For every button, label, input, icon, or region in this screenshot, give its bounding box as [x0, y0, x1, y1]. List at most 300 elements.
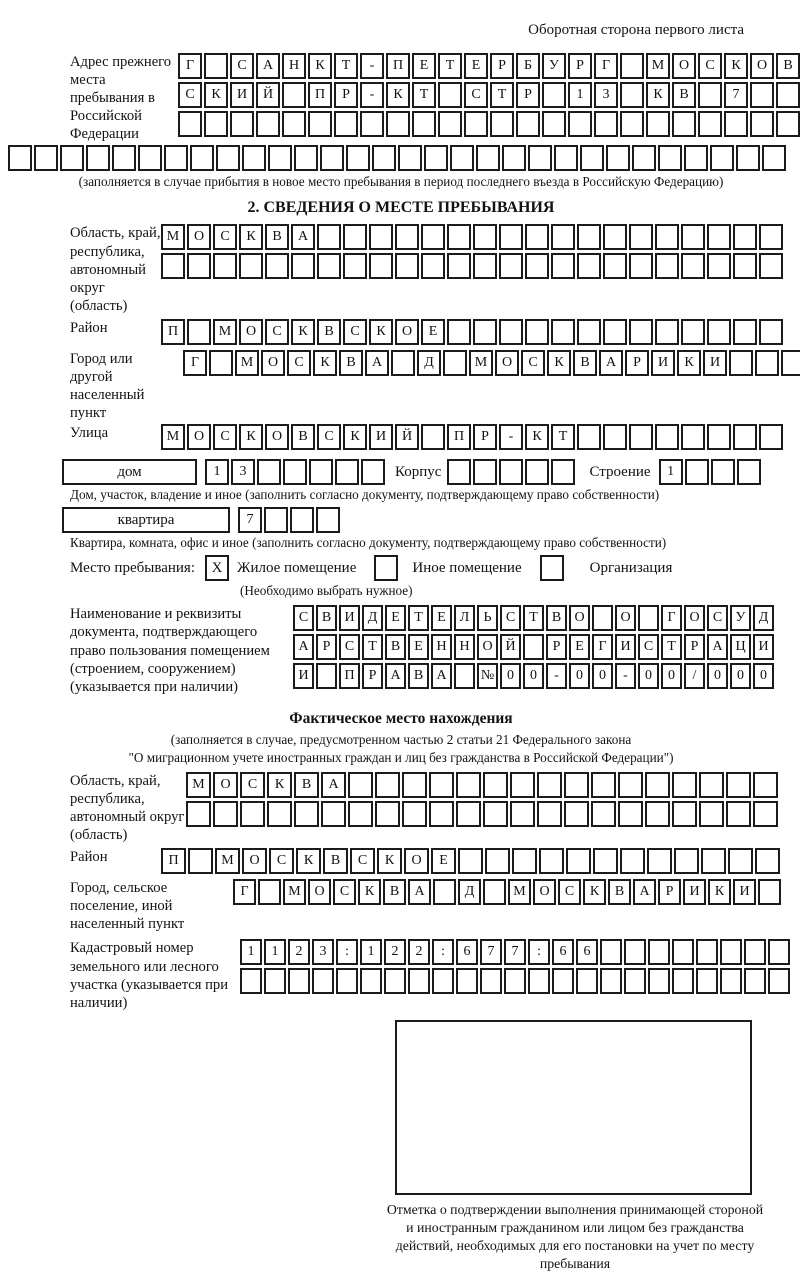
char-cell[interactable]: В	[291, 424, 315, 450]
char-cell[interactable]	[711, 459, 735, 485]
char-cell[interactable]: М	[161, 424, 185, 450]
char-cell[interactable]	[629, 253, 653, 279]
char-cell[interactable]: К	[708, 879, 731, 905]
char-cell[interactable]	[733, 424, 757, 450]
char-cell[interactable]	[502, 145, 526, 171]
char-cell[interactable]	[499, 253, 523, 279]
char-cell[interactable]	[672, 968, 694, 994]
char-cell[interactable]	[490, 111, 514, 137]
char-cell[interactable]: С	[707, 605, 728, 631]
char-cell[interactable]: К	[343, 424, 367, 450]
char-cell[interactable]: Д	[362, 605, 383, 631]
char-cell[interactable]: К	[267, 772, 292, 798]
char-cell[interactable]: А	[293, 634, 314, 660]
char-cell[interactable]	[294, 145, 318, 171]
char-cell[interactable]	[369, 253, 393, 279]
char-cell[interactable]: К	[358, 879, 381, 905]
char-cell[interactable]: И	[615, 634, 636, 660]
char-cell[interactable]: М	[186, 772, 211, 798]
char-cell[interactable]: С	[464, 82, 488, 108]
char-cell[interactable]: Р	[625, 350, 649, 376]
char-cell[interactable]: А	[291, 224, 315, 250]
char-cell[interactable]	[240, 801, 265, 827]
char-cell[interactable]: В	[672, 82, 696, 108]
char-cell[interactable]: А	[707, 634, 728, 660]
char-cell[interactable]	[464, 111, 488, 137]
char-cell[interactable]: К	[296, 848, 321, 874]
char-cell[interactable]	[375, 801, 400, 827]
char-cell[interactable]: А	[431, 663, 452, 689]
char-cell[interactable]	[755, 848, 780, 874]
char-cell[interactable]	[258, 879, 281, 905]
char-cell[interactable]	[438, 82, 462, 108]
char-cell[interactable]	[421, 224, 445, 250]
char-cell[interactable]: М	[508, 879, 531, 905]
char-cell[interactable]: А	[599, 350, 623, 376]
char-cell[interactable]	[737, 459, 761, 485]
char-cell[interactable]: И	[651, 350, 675, 376]
char-cell[interactable]	[698, 111, 722, 137]
char-cell[interactable]: У	[542, 53, 566, 79]
char-cell[interactable]	[759, 253, 783, 279]
char-cell[interactable]	[672, 939, 694, 965]
char-cell[interactable]	[768, 968, 790, 994]
char-cell[interactable]: К	[677, 350, 701, 376]
char-cell[interactable]: 1	[659, 459, 683, 485]
char-cell[interactable]: М	[235, 350, 259, 376]
char-cell[interactable]: Е	[464, 53, 488, 79]
char-cell[interactable]	[395, 224, 419, 250]
char-cell[interactable]: 1	[205, 459, 229, 485]
char-cell[interactable]	[317, 253, 341, 279]
char-cell[interactable]	[375, 772, 400, 798]
char-cell[interactable]	[726, 801, 751, 827]
char-cell[interactable]	[696, 939, 718, 965]
char-cell[interactable]: Т	[412, 82, 436, 108]
char-cell[interactable]: 0	[730, 663, 751, 689]
char-cell[interactable]	[483, 879, 506, 905]
char-cell[interactable]	[456, 968, 478, 994]
char-cell[interactable]	[707, 319, 731, 345]
char-cell[interactable]: М	[283, 879, 306, 905]
char-cell[interactable]: П	[339, 663, 360, 689]
char-cell[interactable]	[648, 968, 670, 994]
stay-option-checkbox-org[interactable]	[540, 555, 564, 581]
char-cell[interactable]	[421, 253, 445, 279]
char-cell[interactable]: Р	[546, 634, 567, 660]
char-cell[interactable]: К	[308, 53, 332, 79]
char-cell[interactable]: К	[547, 350, 571, 376]
char-cell[interactable]: А	[633, 879, 656, 905]
char-cell[interactable]: :	[432, 939, 454, 965]
char-cell[interactable]: Г	[178, 53, 202, 79]
char-cell[interactable]: 3	[312, 939, 334, 965]
char-cell[interactable]	[523, 634, 544, 660]
char-cell[interactable]	[432, 968, 454, 994]
stay-option-checkbox-inoe[interactable]	[374, 555, 398, 581]
char-cell[interactable]: О	[242, 848, 267, 874]
char-cell[interactable]: Е	[412, 53, 436, 79]
char-cell[interactable]	[564, 801, 589, 827]
char-cell[interactable]	[454, 663, 475, 689]
char-cell[interactable]	[758, 879, 781, 905]
char-cell[interactable]: М	[213, 319, 237, 345]
char-cell[interactable]	[759, 319, 783, 345]
char-cell[interactable]	[164, 145, 188, 171]
char-cell[interactable]: О	[684, 605, 705, 631]
char-cell[interactable]	[733, 224, 757, 250]
char-cell[interactable]	[733, 253, 757, 279]
char-cell[interactable]: 6	[456, 939, 478, 965]
char-cell[interactable]	[655, 424, 679, 450]
char-cell[interactable]: К	[724, 53, 748, 79]
char-cell[interactable]: К	[377, 848, 402, 874]
char-cell[interactable]	[429, 801, 454, 827]
char-cell[interactable]	[204, 111, 228, 137]
char-cell[interactable]: 1	[568, 82, 592, 108]
char-cell[interactable]	[447, 253, 471, 279]
char-cell[interactable]	[776, 82, 800, 108]
char-cell[interactable]	[539, 848, 564, 874]
char-cell[interactable]: Г	[183, 350, 207, 376]
char-cell[interactable]	[681, 424, 705, 450]
char-cell[interactable]: Н	[282, 53, 306, 79]
char-cell[interactable]: В	[317, 319, 341, 345]
char-cell[interactable]	[483, 772, 508, 798]
char-cell[interactable]	[577, 224, 601, 250]
char-cell[interactable]	[230, 111, 254, 137]
char-cell[interactable]: О	[265, 424, 289, 450]
char-cell[interactable]	[674, 848, 699, 874]
char-cell[interactable]	[699, 772, 724, 798]
char-cell[interactable]	[755, 350, 779, 376]
char-cell[interactable]: Р	[684, 634, 705, 660]
char-cell[interactable]: В	[265, 224, 289, 250]
char-cell[interactable]	[672, 111, 696, 137]
char-cell[interactable]	[776, 111, 800, 137]
char-cell[interactable]	[476, 145, 500, 171]
char-cell[interactable]: №	[477, 663, 498, 689]
char-cell[interactable]: 0	[523, 663, 544, 689]
char-cell[interactable]	[257, 459, 281, 485]
char-cell[interactable]	[443, 350, 467, 376]
char-cell[interactable]	[744, 939, 766, 965]
char-cell[interactable]	[759, 224, 783, 250]
char-cell[interactable]: Д	[417, 350, 441, 376]
char-cell[interactable]: С	[350, 848, 375, 874]
char-cell[interactable]: К	[204, 82, 228, 108]
char-cell[interactable]: И	[733, 879, 756, 905]
char-cell[interactable]	[655, 224, 679, 250]
char-cell[interactable]: В	[383, 879, 406, 905]
char-cell[interactable]	[684, 145, 708, 171]
char-cell[interactable]	[372, 145, 396, 171]
char-cell[interactable]: К	[239, 424, 263, 450]
char-cell[interactable]	[402, 772, 427, 798]
char-cell[interactable]: 6	[552, 939, 574, 965]
char-cell[interactable]: 0	[500, 663, 521, 689]
char-cell[interactable]	[138, 145, 162, 171]
char-cell[interactable]	[620, 848, 645, 874]
char-cell[interactable]	[551, 319, 575, 345]
char-cell[interactable]	[213, 253, 237, 279]
char-cell[interactable]	[624, 939, 646, 965]
char-cell[interactable]: Т	[523, 605, 544, 631]
char-cell[interactable]	[681, 253, 705, 279]
char-cell[interactable]: 0	[707, 663, 728, 689]
char-cell[interactable]: О	[261, 350, 285, 376]
char-cell[interactable]	[309, 459, 333, 485]
char-cell[interactable]: 2	[408, 939, 430, 965]
char-cell[interactable]	[412, 111, 436, 137]
char-cell[interactable]: С	[558, 879, 581, 905]
char-cell[interactable]	[447, 459, 471, 485]
char-cell[interactable]	[335, 459, 359, 485]
char-cell[interactable]: 7	[238, 507, 262, 533]
char-cell[interactable]: Т	[438, 53, 462, 79]
char-cell[interactable]	[577, 253, 601, 279]
char-cell[interactable]	[542, 111, 566, 137]
char-cell[interactable]: О	[239, 319, 263, 345]
char-cell[interactable]	[348, 801, 373, 827]
char-cell[interactable]	[707, 424, 731, 450]
char-cell[interactable]	[576, 968, 598, 994]
char-cell[interactable]	[361, 459, 385, 485]
char-cell[interactable]: Т	[490, 82, 514, 108]
char-cell[interactable]: -	[360, 82, 384, 108]
char-cell[interactable]: -	[615, 663, 636, 689]
char-cell[interactable]: Й	[395, 424, 419, 450]
char-cell[interactable]	[178, 111, 202, 137]
char-cell[interactable]: Б	[516, 53, 540, 79]
char-cell[interactable]	[620, 111, 644, 137]
char-cell[interactable]	[308, 111, 332, 137]
char-cell[interactable]: 0	[638, 663, 659, 689]
char-cell[interactable]	[566, 848, 591, 874]
char-cell[interactable]	[646, 111, 670, 137]
char-cell[interactable]	[60, 145, 84, 171]
char-cell[interactable]	[624, 968, 646, 994]
stay-option-checkbox-zhiloe[interactable]: X	[205, 555, 229, 581]
char-cell[interactable]	[593, 848, 618, 874]
char-cell[interactable]: 7	[504, 939, 526, 965]
char-cell[interactable]	[724, 111, 748, 137]
char-cell[interactable]: 2	[288, 939, 310, 965]
char-cell[interactable]	[603, 319, 627, 345]
char-cell[interactable]	[525, 253, 549, 279]
char-cell[interactable]	[239, 253, 263, 279]
char-cell[interactable]	[750, 82, 774, 108]
char-cell[interactable]: О	[213, 772, 238, 798]
char-cell[interactable]: С	[213, 424, 237, 450]
char-cell[interactable]	[618, 801, 643, 827]
char-cell[interactable]: В	[776, 53, 800, 79]
char-cell[interactable]: В	[294, 772, 319, 798]
char-cell[interactable]	[525, 459, 549, 485]
char-cell[interactable]: 0	[592, 663, 613, 689]
char-cell[interactable]: 7	[724, 82, 748, 108]
char-cell[interactable]: Д	[753, 605, 774, 631]
char-cell[interactable]: М	[215, 848, 240, 874]
char-cell[interactable]	[781, 350, 800, 376]
char-cell[interactable]: С	[333, 879, 356, 905]
char-cell[interactable]	[458, 848, 483, 874]
char-cell[interactable]: О	[495, 350, 519, 376]
char-cell[interactable]	[294, 801, 319, 827]
char-cell[interactable]	[204, 53, 228, 79]
char-cell[interactable]: В	[339, 350, 363, 376]
char-cell[interactable]: Р	[473, 424, 497, 450]
char-cell[interactable]	[186, 801, 211, 827]
char-cell[interactable]	[528, 145, 552, 171]
char-cell[interactable]	[473, 253, 497, 279]
char-cell[interactable]: К	[239, 224, 263, 250]
char-cell[interactable]	[568, 111, 592, 137]
char-cell[interactable]: П	[161, 848, 186, 874]
char-cell[interactable]	[395, 253, 419, 279]
char-cell[interactable]	[34, 145, 58, 171]
char-cell[interactable]	[699, 801, 724, 827]
char-cell[interactable]	[343, 224, 367, 250]
char-cell[interactable]: Р	[334, 82, 358, 108]
char-cell[interactable]	[603, 224, 627, 250]
char-cell[interactable]: А	[365, 350, 389, 376]
char-cell[interactable]	[733, 319, 757, 345]
char-cell[interactable]	[316, 507, 340, 533]
char-cell[interactable]: -	[360, 53, 384, 79]
char-cell[interactable]: В	[385, 634, 406, 660]
char-cell[interactable]	[369, 224, 393, 250]
char-cell[interactable]: В	[323, 848, 348, 874]
char-cell[interactable]	[685, 459, 709, 485]
char-cell[interactable]	[216, 145, 240, 171]
char-cell[interactable]	[320, 145, 344, 171]
char-cell[interactable]: Р	[362, 663, 383, 689]
char-cell[interactable]	[600, 939, 622, 965]
char-cell[interactable]	[759, 424, 783, 450]
char-cell[interactable]: 3	[231, 459, 255, 485]
char-cell[interactable]	[672, 801, 697, 827]
char-cell[interactable]	[112, 145, 136, 171]
char-cell[interactable]	[645, 801, 670, 827]
char-cell[interactable]	[525, 224, 549, 250]
char-cell[interactable]	[672, 772, 697, 798]
char-cell[interactable]	[86, 145, 110, 171]
char-cell[interactable]: В	[573, 350, 597, 376]
char-cell[interactable]	[391, 350, 415, 376]
char-cell[interactable]	[316, 663, 337, 689]
char-cell[interactable]: О	[615, 605, 636, 631]
char-cell[interactable]	[658, 145, 682, 171]
char-cell[interactable]: С	[213, 224, 237, 250]
char-cell[interactable]: С	[521, 350, 545, 376]
char-cell[interactable]	[528, 968, 550, 994]
char-cell[interactable]	[187, 253, 211, 279]
char-cell[interactable]: Р	[658, 879, 681, 905]
char-cell[interactable]	[750, 111, 774, 137]
char-cell[interactable]	[632, 145, 656, 171]
char-cell[interactable]: К	[525, 424, 549, 450]
char-cell[interactable]: К	[369, 319, 393, 345]
char-cell[interactable]: Й	[256, 82, 280, 108]
char-cell[interactable]	[620, 53, 644, 79]
char-cell[interactable]	[384, 968, 406, 994]
char-cell[interactable]	[577, 424, 601, 450]
char-cell[interactable]: А	[256, 53, 280, 79]
char-cell[interactable]: Л	[454, 605, 475, 631]
char-cell[interactable]	[343, 253, 367, 279]
char-cell[interactable]: Н	[454, 634, 475, 660]
char-cell[interactable]: Е	[431, 848, 456, 874]
char-cell[interactable]: У	[730, 605, 751, 631]
char-cell[interactable]	[698, 82, 722, 108]
char-cell[interactable]	[648, 939, 670, 965]
char-cell[interactable]: П	[161, 319, 185, 345]
char-cell[interactable]	[504, 968, 526, 994]
char-cell[interactable]	[424, 145, 448, 171]
char-cell[interactable]	[710, 145, 734, 171]
char-cell[interactable]	[638, 605, 659, 631]
char-cell[interactable]	[655, 253, 679, 279]
char-cell[interactable]	[620, 82, 644, 108]
char-cell[interactable]	[499, 459, 523, 485]
char-cell[interactable]	[655, 319, 679, 345]
char-cell[interactable]	[629, 319, 653, 345]
char-cell[interactable]: К	[386, 82, 410, 108]
char-cell[interactable]: Р	[490, 53, 514, 79]
char-cell[interactable]	[398, 145, 422, 171]
char-cell[interactable]	[336, 968, 358, 994]
char-cell[interactable]: 0	[569, 663, 590, 689]
char-cell[interactable]: Г	[661, 605, 682, 631]
char-cell[interactable]: О	[672, 53, 696, 79]
char-cell[interactable]	[707, 253, 731, 279]
char-cell[interactable]: К	[583, 879, 606, 905]
char-cell[interactable]: Т	[661, 634, 682, 660]
char-cell[interactable]: Е	[408, 634, 429, 660]
char-cell[interactable]: С	[265, 319, 289, 345]
char-cell[interactable]: /	[684, 663, 705, 689]
char-cell[interactable]: К	[646, 82, 670, 108]
char-cell[interactable]	[264, 507, 288, 533]
char-cell[interactable]	[240, 968, 262, 994]
char-cell[interactable]: В	[546, 605, 567, 631]
char-cell[interactable]	[577, 319, 601, 345]
char-cell[interactable]	[473, 224, 497, 250]
char-cell[interactable]: Р	[516, 82, 540, 108]
char-cell[interactable]	[348, 772, 373, 798]
char-cell[interactable]: С	[230, 53, 254, 79]
char-cell[interactable]	[591, 772, 616, 798]
char-cell[interactable]	[551, 459, 575, 485]
char-cell[interactable]	[618, 772, 643, 798]
char-cell[interactable]	[720, 939, 742, 965]
char-cell[interactable]	[744, 968, 766, 994]
char-cell[interactable]: К	[313, 350, 337, 376]
char-cell[interactable]: С	[339, 634, 360, 660]
char-cell[interactable]	[268, 145, 292, 171]
char-cell[interactable]	[346, 145, 370, 171]
char-cell[interactable]: А	[321, 772, 346, 798]
char-cell[interactable]: Д	[458, 879, 481, 905]
char-cell[interactable]: Г	[592, 634, 613, 660]
char-cell[interactable]: С	[698, 53, 722, 79]
char-cell[interactable]	[264, 968, 286, 994]
char-cell[interactable]: М	[646, 53, 670, 79]
char-cell[interactable]: В	[408, 663, 429, 689]
char-cell[interactable]	[456, 801, 481, 827]
char-cell[interactable]: С	[638, 634, 659, 660]
